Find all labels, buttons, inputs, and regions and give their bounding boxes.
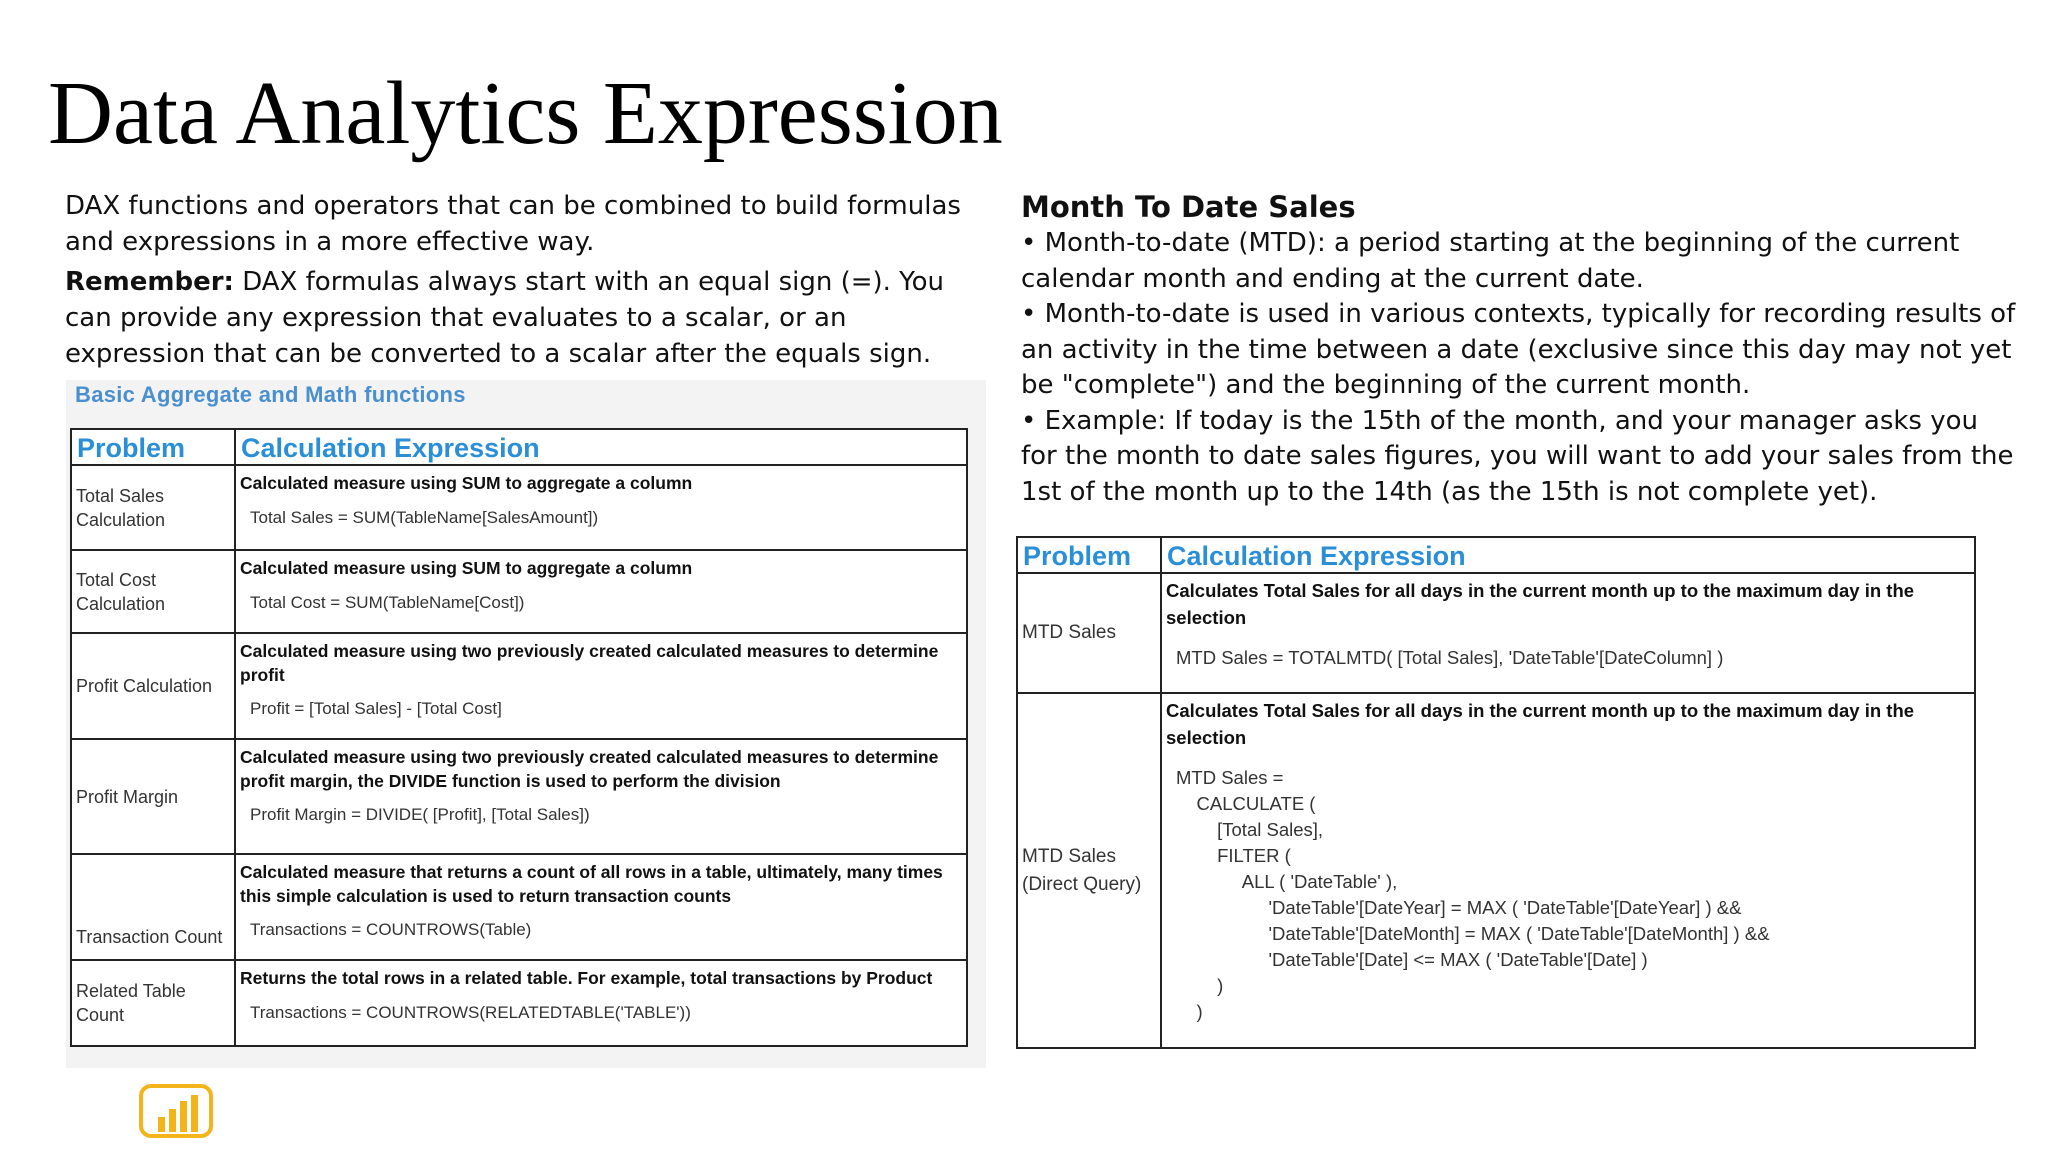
problem-cell: MTD Sales xyxy=(1017,573,1161,693)
expression: Profit Margin = DIVIDE( [Profit], [Total Sales]) xyxy=(250,805,590,824)
description: Calculated measure using SUM to aggregate a column xyxy=(240,473,693,493)
table-row xyxy=(71,633,967,739)
expression: Total Sales = SUM(TableName[SalesAmount]) xyxy=(250,507,599,527)
code-line: 'DateTable'[DateYear] = MAX ( 'DateTable'[DateYear] ) && xyxy=(1176,897,1742,918)
bullet-item: • Month-to-date is used in various contexts, typically for recording results of an activity in the time between a date (exclusive since this day may not yet be "complete") and the beginning of the current month. xyxy=(1021,299,2016,400)
intro-text: DAX functions and operators that can be combined to build formulas and expressions in a more effective way. xyxy=(65,191,961,257)
table-row xyxy=(71,465,967,550)
table-row xyxy=(71,739,967,854)
table-row xyxy=(71,854,967,960)
header-problem: Problem xyxy=(71,429,235,465)
expression: Transactions = COUNTROWS(RELATEDTABLE('TABLE')) xyxy=(250,1002,691,1022)
code-line: ) xyxy=(1176,975,1224,996)
code-block xyxy=(1162,631,1974,679)
mtd-section xyxy=(1021,188,2021,510)
table-row xyxy=(1017,693,1975,1048)
problem-cell: Profit Margin xyxy=(71,739,235,854)
problem-cell: Related Table Count xyxy=(71,960,235,1046)
basic-functions-table xyxy=(70,428,968,1047)
problem-cell: Total Sales Calculation xyxy=(71,465,235,550)
mtd-heading: Month To Date Sales xyxy=(1021,190,1356,224)
problem-cell: Profit Calculation xyxy=(71,633,235,739)
expression: Total Cost = SUM(TableName[Cost]) xyxy=(250,592,525,612)
code-line: CALCULATE ( xyxy=(1176,793,1316,814)
description: Calculated measure using two previously created calculated measures to determine profit xyxy=(240,641,939,685)
code-line: ) xyxy=(1176,1001,1203,1022)
problem-cell: MTD Sales (Direct Query) xyxy=(1017,693,1161,1048)
description: Calculated measure using two previously created calculated measures to determine profit margin, the DIVIDE function is used to perform the division xyxy=(240,747,939,791)
table-row xyxy=(1017,573,1975,693)
code-line: FILTER ( xyxy=(1176,845,1291,866)
power-bi-icon xyxy=(138,1083,214,1139)
header-expression: Calculation Expression xyxy=(235,429,967,465)
expression-cell xyxy=(1161,573,1975,693)
panel-caption: Basic Aggregate and Math functions xyxy=(75,382,466,407)
description: Calculates Total Sales for all days in the current month up to the maximum day in the selection xyxy=(1166,700,1915,748)
code-line: 'DateTable'[Date] <= MAX ( 'DateTable'[Date] ) xyxy=(1176,949,1648,970)
expression-cell xyxy=(235,465,967,550)
code-block xyxy=(1162,751,1974,1033)
expression-cell xyxy=(235,739,967,854)
left-intro xyxy=(65,188,985,376)
table-header-row xyxy=(1017,537,1975,573)
table-header-row xyxy=(71,429,967,465)
code-line: 'DateTable'[DateMonth] = MAX ( 'DateTable'[DateMonth] ) && xyxy=(1176,923,1770,944)
code-line: [Total Sales], xyxy=(1176,819,1324,840)
expression-cell xyxy=(235,633,967,739)
table-row xyxy=(71,960,967,1046)
remember-paragraph xyxy=(65,264,985,372)
header-expression: Calculation Expression xyxy=(1161,537,1975,573)
table-row xyxy=(71,550,967,633)
basic-functions-panel xyxy=(66,380,986,1068)
expression-cell xyxy=(235,854,967,960)
code-line: ALL ( 'DateTable' ), xyxy=(1176,871,1398,892)
expression-cell xyxy=(1161,693,1975,1048)
remember-text: DAX formulas always start with an equal sign (=). You can provide any expression that evaluates to a scalar, or an expression that can be converted to a scalar after the equals sign. xyxy=(65,267,944,369)
bullet-item: • Example: If today is the 15th of the month, and your manager asks you for the month to date sales figures, you will want to add your sales from the 1st of the month up to the 14th (as the 15th is not complete yet). xyxy=(1021,405,2014,507)
description: Calculated measure using SUM to aggregate a column xyxy=(240,558,693,578)
expression-cell xyxy=(235,960,967,1046)
expression: Transactions = COUNTROWS(Table) xyxy=(250,920,532,939)
problem-cell: Total Cost Calculation xyxy=(71,550,235,633)
expression-cell xyxy=(235,550,967,633)
description: Calculates Total Sales for all days in the current month up to the maximum day in the selection xyxy=(1166,580,1915,628)
bullet-item: • Month-to-date (MTD): a period starting at the beginning of the current calendar month and ending at the current date. xyxy=(1021,228,1960,294)
problem-cell: Transaction Count xyxy=(71,854,235,960)
header-problem: Problem xyxy=(1017,537,1161,573)
description: Returns the total rows in a related table. For example, total transactions by Product xyxy=(240,968,933,988)
mtd-table xyxy=(1016,536,1976,1049)
code-line: MTD Sales = xyxy=(1176,767,1284,788)
page-title: Data Analytics Expression xyxy=(48,64,1003,163)
remember-label: Remember: xyxy=(65,267,234,297)
code-line: MTD Sales = TOTALMTD( [Total Sales], 'DateTable'[DateColumn] ) xyxy=(1176,647,1724,668)
description: Calculated measure that returns a count of all rows in a table, ultimately, many times this simple calculation is used to return transaction counts xyxy=(240,862,943,906)
expression: Profit = [Total Sales] - [Total Cost] xyxy=(250,699,502,718)
